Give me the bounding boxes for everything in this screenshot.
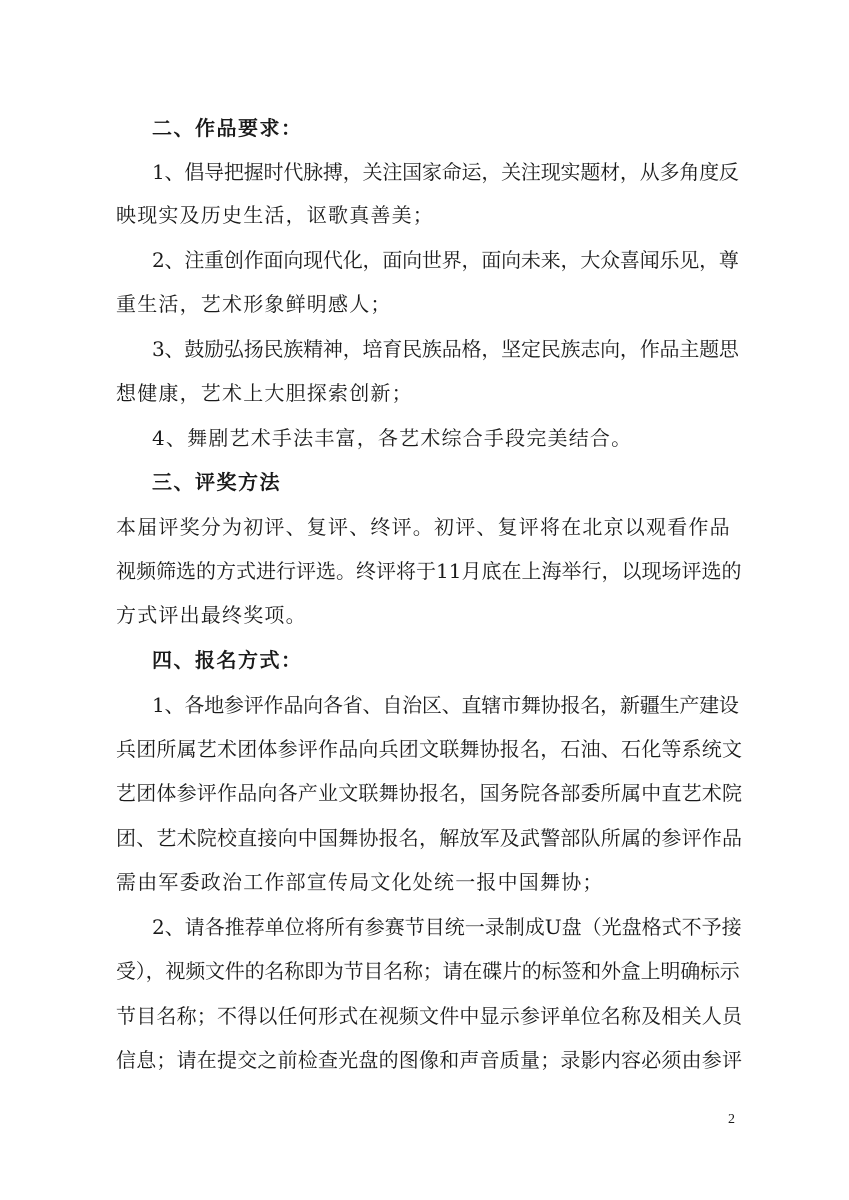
paragraph-line: 节目名称；不得以任何形式在视频文件中显示参评单位名称及相关人员 (116, 1004, 743, 1028)
paragraph-line: 重生活，艺术形象鲜明感人； (116, 292, 392, 316)
paragraph-line: 3、鼓励弘扬民族精神，培育民族品格，坚定民族志向，作品主题思 (152, 337, 739, 361)
paragraph-line: 4、舞剧艺术手法丰富，各艺术综合手段完美结合。 (152, 426, 633, 450)
paragraph-line: 团、艺术院校直接向中国舞协报名，解放军及武警部队所属的参评作品 (116, 826, 743, 850)
paragraph-line: 本届评奖分为初评、复评、终评。初评、复评将在北京以观看作品 (116, 515, 731, 539)
page-number: 2 (728, 1112, 735, 1127)
paragraph-line: 方式评出最终奖项。 (116, 603, 307, 627)
paragraph-line: 1、倡导把握时代脉搏，关注国家命运，关注现实题材，从多角度反 (152, 160, 739, 184)
paragraph-line: 受），视频文件的名称即为节目名称；请在碟片的标签和外盒上明确标示 (116, 959, 740, 983)
section-heading-registration: 四、报名方式： (152, 648, 303, 672)
paragraph-line: 2、请各推荐单位将所有参赛节目统一录制成U盘（光盘格式不予接 (152, 915, 742, 939)
paragraph-line: 兵团所属艺术团体参评作品向兵团文联舞协报名，石油、石化等系统文 (116, 737, 743, 761)
paragraph-line: 2、注重创作面向现代化，面向世界，面向未来，大众喜闻乐见，尊 (152, 248, 739, 272)
section-heading-evaluation: 三、评奖方法 (152, 470, 281, 494)
paragraph-line: 1、各地参评作品向各省、自治区、直辖市舞协报名，新疆生产建设 (152, 693, 739, 717)
paragraph-line: 视频筛选的方式进行评选。终评将于11月底在上海举行，以现场评选的 (116, 559, 742, 583)
paragraph-line: 需由军委政治工作部宣传局文化处统一报中国舞协； (116, 870, 604, 894)
paragraph-line: 映现实及历史生活，讴歌真善美； (116, 203, 434, 227)
paragraph-line: 想健康，艺术上大胆探索创新； (116, 381, 413, 405)
paragraph-line: 艺团体参评作品向各产业文联舞协报名，国务院各部委所属中直艺术院 (116, 781, 743, 805)
paragraph-line: 信息；请在提交之前检查光盘的图像和声音质量；录影内容必须由参评 (116, 1048, 743, 1072)
section-heading-requirements: 二、作品要求： (152, 116, 303, 140)
